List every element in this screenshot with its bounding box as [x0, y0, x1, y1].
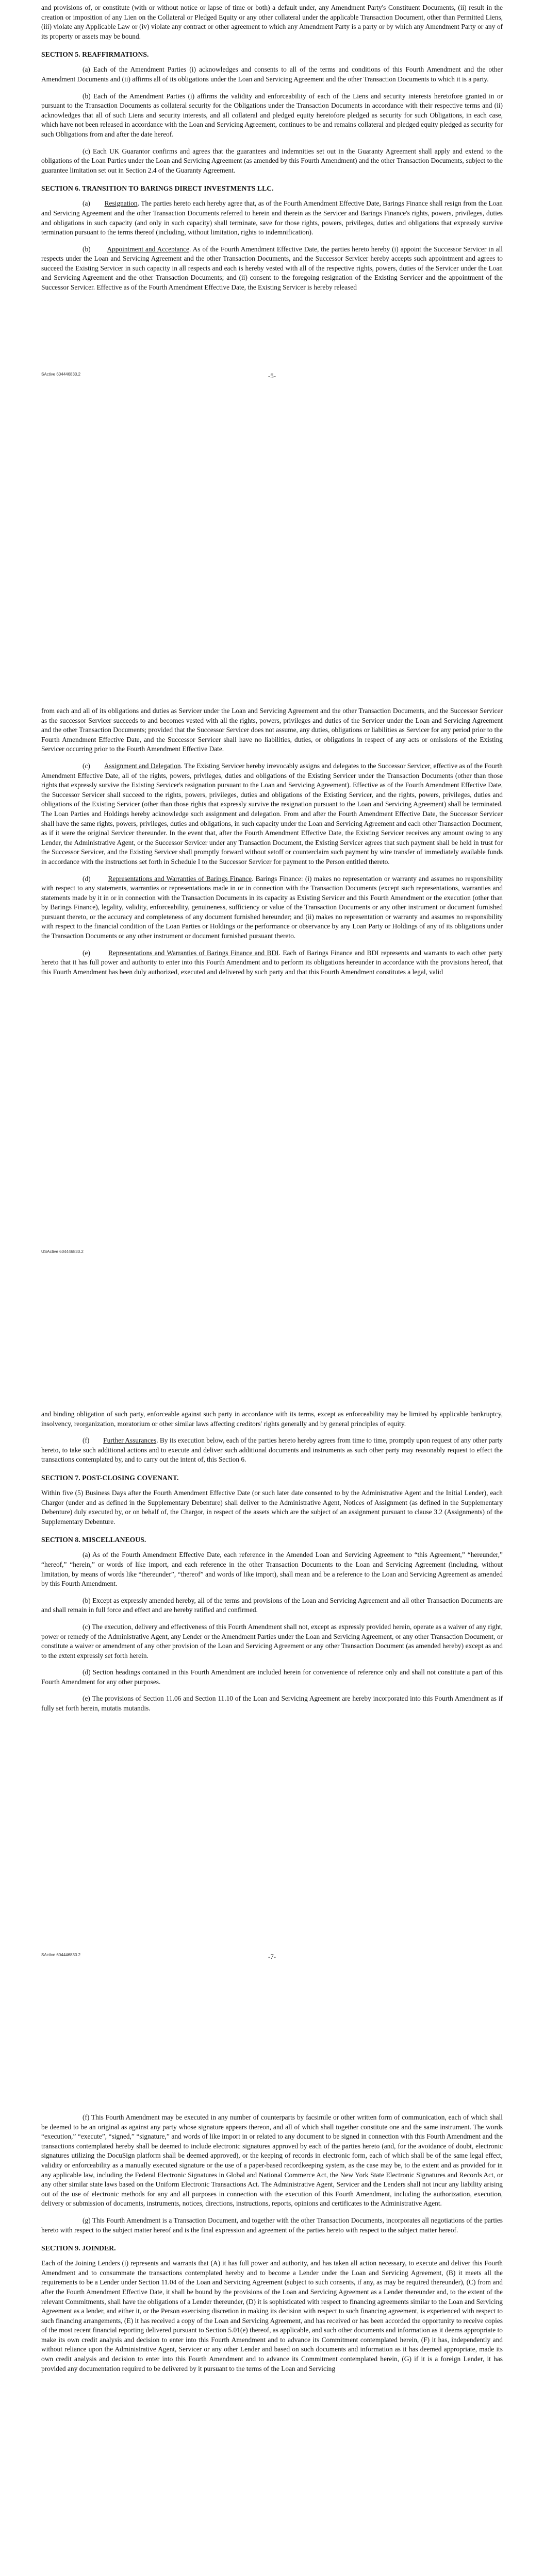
- section-8c-paragraph: (c) The execution, delivery and effectiveness of this Fourth Amendment shall not, except as expressly provided herein, operate as a waiver of any right, power or remedy of the Administrative Agent, any Lender or the Amendment Parties under the Loan and Servicing Agreement, or any other Transaction Document, or constitute a waiver or amendment of any other provision of the Loan and Servicing Agreement or any other Transaction Document (as amended hereby) except as and to the extent expressly set forth herein.: [41, 1622, 503, 1659]
- clause-heading: Appointment and Acceptance: [107, 245, 189, 253]
- clause-text: . By its execution below, each of the parties hereto hereby agrees from time to time, promptly upon request of any other party hereto, to take such additional actions and to execute and deliver such additional documents and instruments as such other party may reasonably request to effect the transactions contemplated by, and to carry out the intent of, this Section 6.: [41, 1436, 503, 1464]
- section-5a-paragraph: (a) Each of the Amendment Parties (i) acknowledges and consents to all of the terms and conditions of this Fourth Amendment and the other Amendment Documents and (ii) affirms all of its obligations under the Loan and Servicing Agreement and the other Transaction Documents to which it is a party.: [41, 65, 503, 83]
- clause-text: . Barings Finance: (i) makes no representation or warranty and assumes no responsibility with respect to any statements, warranties or representations made in or in connection with the Transaction Documents (except such representations, warranties and statements made by it in or in connection with the Transaction Documents in its capacity as Existing Servicer and this Fourth Amendment or the execution (other than by Barings Finance), legality, validity, enforceability, genuineness, sufficiency or value of the Transaction Documents or any other instrument or document furnished pursuant thereto, or the accuracy and completeness of any document furnished hereunder; and (ii) makes no representation or warranty and assumes no responsibility with respect to the financial condition of the Loan Parties or Holdings or the performance or observance by any Loan Party or Holdings of any of its obligations under the Transaction Documents or any other instrument or document furnished pursuant thereto.: [41, 874, 503, 940]
- continuation-paragraph: from each and all of its obligations and duties as Servicer under the Loan and Servicing Agreement and the other Transaction Documents, and the Successor Servicer as the successor Servicer succeeds to and becomes vested with all the rights, powers, privileges and duties of the Servicer under the Loan and Servicing Agreement and the other Transaction Documents; provided that the Successor Servicer does not assume, any duties, obligations or liabilities as Servicer for any period prior to the Fourth Amendment Effective Date, and the Successor Servicer shall have no liabilities, duties, or obligations in respect of any acts or omissions of the Existing Servicer occurring prior to the Fourth Amendment Effective Date.: [41, 707, 503, 753]
- section-8g-paragraph: (g) This Fourth Amendment is a Transaction Document, and together with the other Transaction Documents, incorporates all negotiations of the parties hereto with respect to the subject matter hereof and is the final expression and agreement of the parties hereto with respect to the subject matter hereof.: [41, 2216, 503, 2234]
- clause-text: . The Existing Servicer hereby irrevocably assigns and delegates to the Successor Servicer, effective as of the Fourth Amendment Effective Date, all of the rights, powers, privileges, duties and obligations of the Existing Servicer under the Transaction Documents (other than those rights that expressly survive the Existing Servicer's resignation pursuant to the Loan and Servicing Agreement). Effective as of the Fourth Amendment Effective Date, the Successor Servicer shall succeed to the rights, powers, privileges, duties and obligations of the Existing Servicer, and the rights, powers, privileges, duties and obligations of the Existing Servicer (other than those rights that expressly survive the resignation pursuant to the Loan and Servicing Agreement) shall be terminated. The Loan Parties and Holdings hereby acknowledge such assignment and delegation. From and after the Fourth Amendment Effective Date, the Successor Servicer shall have the same rights, powers, privileges, duties and obligations, in such capacity under the Loan and Servicing Agreement and each other Transaction Document, as if it were the original Servicer thereunder. In the event that, after the Fourth Amendment Effective Date, the Existing Servicer receives any amount owing to any Lender, the Administrative Agent, or the Successor Servicer under any Transaction Document, the Existing Servicer agrees that such payment shall be held in trust for the Successor Servicer, and the Existing Servicer shall promptly forward without setoff or counterclaim such payment by wire transfer of immediately available funds in accordance with the instructions set forth in Schedule I to the Successor Servicer for payment to the Person entitled thereto.: [41, 761, 503, 866]
- section-5-heading: SECTION 5. REAFFIRMATIONS.: [41, 50, 149, 59]
- clause-heading: Resignation: [104, 199, 138, 208]
- section-8b-paragraph: (b) Except as expressly amended hereby, all of the terms and provisions of the Loan and Servicing Agreement and all other Transaction Documents are and shall remain in full force and effect and are hereby ratified and confirmed.: [41, 1596, 503, 1614]
- section-6f-paragraph: [41, 1436, 503, 1465]
- clause-heading: Assignment and Delegation: [104, 761, 181, 770]
- clause-text: . Each of Barings Finance and BDI represents and warrants to each other party hereto that it has full power and authority to enter into this Fourth Amendment and to perform its obligations hereunder in accordance with the provisions hereof, that this Fourth Amendment has been duly authorized, executed and delivered by such party and that this Fourth Amendment constitutes a legal, valid: [41, 948, 503, 976]
- document-id: SActive 604446830.2: [41, 372, 81, 377]
- section-8a-paragraph: (a) As of the Fourth Amendment Effective Date, each reference in the Amended Loan and Servicing Agreement to “this Agreement,” “hereunder,” “hereof,” “herein,” or words of like import, and each reference in the other Transaction Documents to the Loan and Servicing Agreement (including, without limitation, by means of words like “thereunder”, “thereof” and words of like import), shall mean and be a reference to the Loan and Servicing Agreement as amended by this Fourth Amendment.: [41, 1551, 503, 1588]
- section-8e-paragraph: (e) The provisions of Section 11.06 and Section 11.10 of the Loan and Servicing Agreement are hereby incorporated into this Fourth Amendment as if fully set forth herein, mutatis mutandis.: [41, 1694, 503, 1713]
- section-6c-paragraph: [41, 761, 503, 867]
- document-page-3: [0, 1406, 544, 2110]
- section-6a-paragraph: [41, 199, 503, 237]
- section-5c-paragraph: (c) Each UK Guarantor confirms and agrees that the guarantees and indemnities set out in the Guaranty Agreement shall apply and extend to the obligations of the Loan Parties under the Loan and Servicing Agreement (as amended by this Fourth Amendment) and the other Transaction Documents, subject to the guarantee limitation set out in Section 2.4 of the Guaranty Agreement.: [41, 147, 503, 174]
- section-8f-paragraph: (f) This Fourth Amendment may be executed in any number of counterparts by facsimile or other written form of communication, each of which shall be deemed to be an original as against any party whose signature appears thereon, and all of which shall together constitute one and the same instrument. The words “execution,” “execute”, “signed,” “signature,” and words of like import in or related to any document to be signed in connection with this Fourth Amendment and the transactions contemplated hereby shall be deemed to include electronic signatures approved by each of the parties hereto (and, for the avoidance of doubt, electronic signatures utilizing the DocuSign platform shall be deemed approved), or the keeping of records in electronic form, each of which shall be of the same legal effect, validity or enforceability as a manually executed signature or the use of a paper-based recordkeeping system, as the case may be, to the extent and as provided for in any applicable law, including the Federal Electronic Signatures in Global and National Commerce Act, the New York State Electronic Signatures and Records Act, or any other similar state laws based on the Uniform Electronic Transactions Act. The Administrative Agent, Servicer and the Lenders shall not incur any liability arising out of the use of electronic methods for any and all purposes in connection with the execution of this Fourth Amendment, including the authorization, execution, delivery or submission of documents, instruments, notices, directions, instructions, reports, opinions and certificates to the Administrative Agent.: [41, 2113, 503, 2208]
- clause-heading: Representations and Warranties of Barings Finance: [108, 874, 252, 883]
- page-number: -5-: [268, 372, 276, 380]
- page-number: -7-: [268, 1953, 276, 1960]
- document-page-1: [0, 0, 544, 703]
- clause-heading: Further Assurances: [103, 1436, 157, 1445]
- section-6b-paragraph: [41, 245, 503, 293]
- clause-label: (b): [83, 245, 91, 253]
- section-6d-paragraph: [41, 874, 503, 941]
- document-id: USActive 604446830.2: [41, 1249, 84, 1254]
- section-5b-paragraph: (b) Each of the Amendment Parties (i) affirms the validity and enforceability of each of the Liens and security interests heretofore granted in or pursuant to the Transaction Documents as collateral security for the Obligations under the Transaction Documents in accordance with their respective terms and (ii) acknowledges that all of such Liens and security interests, and all collateral and pledged equity heretofore pledged as security for such Obligations, in each case, which have not been released in accordance with the Loan and Servicing Agreement, continues to be and remains collateral and pledged equity pledged as security for such Obligations from and after the date hereof.: [41, 92, 503, 138]
- clause-label: (a): [83, 199, 90, 208]
- section-8-heading: SECTION 8. MISCELLANEOUS.: [41, 1536, 146, 1544]
- document-page-2: [0, 703, 544, 1406]
- clause-text: . The parties hereto each hereby agree that, as of the Fourth Amendment Effective Date, Barings Finance shall resign from the Loan and Servicing Agreement and the other Transaction Documents referred to herein and therein as the Servicer and Barings Finance's rights, powers, privileges, duties and obligations in such capacity (and only in such capacity) shall terminate, save for those rights, powers, privileges, duties and obligations that expressly survive termination pursuant to the terms thereof (including, without limitation, rights to indemnification).: [41, 199, 503, 236]
- clause-label: (f): [83, 1436, 90, 1445]
- clause-text: . As of the Fourth Amendment Effective Date, the parties hereto hereby (i) appoint the Successor Servicer in all respects under the Loan and Servicing Agreement and the other Transaction Documents, and the Successor Servicer hereby accepts such appointment and agrees to succeed the Existing Servicer in such capacity in all respects and each is hereby vested with all of the respective rights, powers, duties of the Servicer under the Loan and Servicing Agreement and the other Transaction Documents; and (ii) consent to the foregoing resignation of the Existing Servicer and the appointment of the Successor Servicer. Effective as of the Fourth Amendment Effective Date, the Existing Servicer is hereby released: [41, 245, 503, 292]
- clause-label: (c): [83, 761, 90, 770]
- continuation-paragraph: and binding obligation of such party, enforceable against such party in accordance with its terms, except as enforceability may be limited by applicable bankruptcy, insolvency, reorganization, moratorium or other similar laws affecting creditors' rights generally and by general principles of equity.: [41, 1410, 503, 1428]
- document-id: SActive 604446830.2: [41, 1953, 81, 1957]
- document-page-4: [0, 2110, 544, 2576]
- clause-label: (d): [83, 874, 91, 883]
- section-8d-paragraph: (d) Section headings contained in this Fourth Amendment are included herein for convenience of reference only and shall not constitute a part of this Fourth Amendment for any other purposes.: [41, 1668, 503, 1686]
- section-9-heading: SECTION 9. JOINDER.: [41, 2244, 116, 2252]
- clause-heading: Representations and Warranties of Barings Finance and BDI: [108, 948, 279, 957]
- continuation-paragraph: and provisions of, or constitute (with or without notice or lapse of time or both) a default under, any Amendment Party's Constituent Documents, (ii) result in the creation or imposition of any Lien on the Collateral or Pledged Equity or any other collateral under the applicable Transaction Document, other than Permitted Liens, (iii) violate any Applicable Law or (iv) violate any contract or other agreement to which any Amendment Party is a party or by which any Amendment Party or any of its property or assets may be bound.: [41, 4, 503, 40]
- section-9-paragraph: Each of the Joining Lenders (i) represents and warrants that (A) it has full power and authority, and has taken all action necessary, to execute and deliver this Fourth Amendment and to consummate the transactions contemplated hereby and to become a Lender under the Loan and Servicing Agreement, (B) it meets all the requirements to be a Lender under Section 11.04 of the Loan and Servicing Agreement (subject to such consents, if any, as may be required thereunder), (C) from and after the Fourth Amendment Effective Date, it shall be bound by the provisions of the Loan and Servicing Agreement as a Lender thereunder and, to the extent of the relevant Commitments, shall have the obligations of a Lender thereunder, (D) it is sophisticated with respect to financing agreements similar to the Loan and Servicing Agreement as a lender, and either it, or the Person exercising discretion in making its decision with respect to such financing agreement, is experienced with respect to such financing arrangements, (E) it has received a copy of the Loan and Servicing Agreement, and has received or has been accorded the opportunity to receive copies of the most recent financial reporting delivered pursuant to Section 5.01(e) thereof, as applicable, and such other documents and information as it deems appropriate to make its own credit analysis and decision to enter into this Fourth Amendment and to advance its Commitment contemplated herein, (F) it has, independently and without reliance upon the Administrative Agent, Servicer or any other Lender and based on such documents and information as it has deemed appropriate, made its own credit analysis and decision to enter into this Fourth Amendment and to advance its Commitment contemplated herein, (G) if it is a foreign Lender, it has provided any documentation required to be delivered by it pursuant to the terms of the Loan and Servicing: [41, 2259, 503, 2372]
- section-7-paragraph: Within five (5) Business Days after the Fourth Amendment Effective Date (or such later date consented to by the Administrative Agent and the Initial Lender), each Chargor (under and as defined in the Supplementary Debenture) shall deliver to the Administrative Agent, Notices of Assignment (as defined in the Supplementary Debenture) duly executed by, or on behalf of, the Chargor, in respect of the assets which are the subject of an assignment pursuant to clause 3.2 (Assignments) of the Supplementary Debenture.: [41, 1488, 503, 1526]
- section-6-heading: SECTION 6. TRANSITION TO BARINGS DIRECT INVESTMENTS LLC.: [41, 184, 274, 193]
- section-7-heading: SECTION 7. POST-CLOSING COVENANT.: [41, 1473, 179, 1482]
- clause-label: (e): [83, 948, 90, 957]
- section-6e-paragraph: [41, 948, 503, 977]
